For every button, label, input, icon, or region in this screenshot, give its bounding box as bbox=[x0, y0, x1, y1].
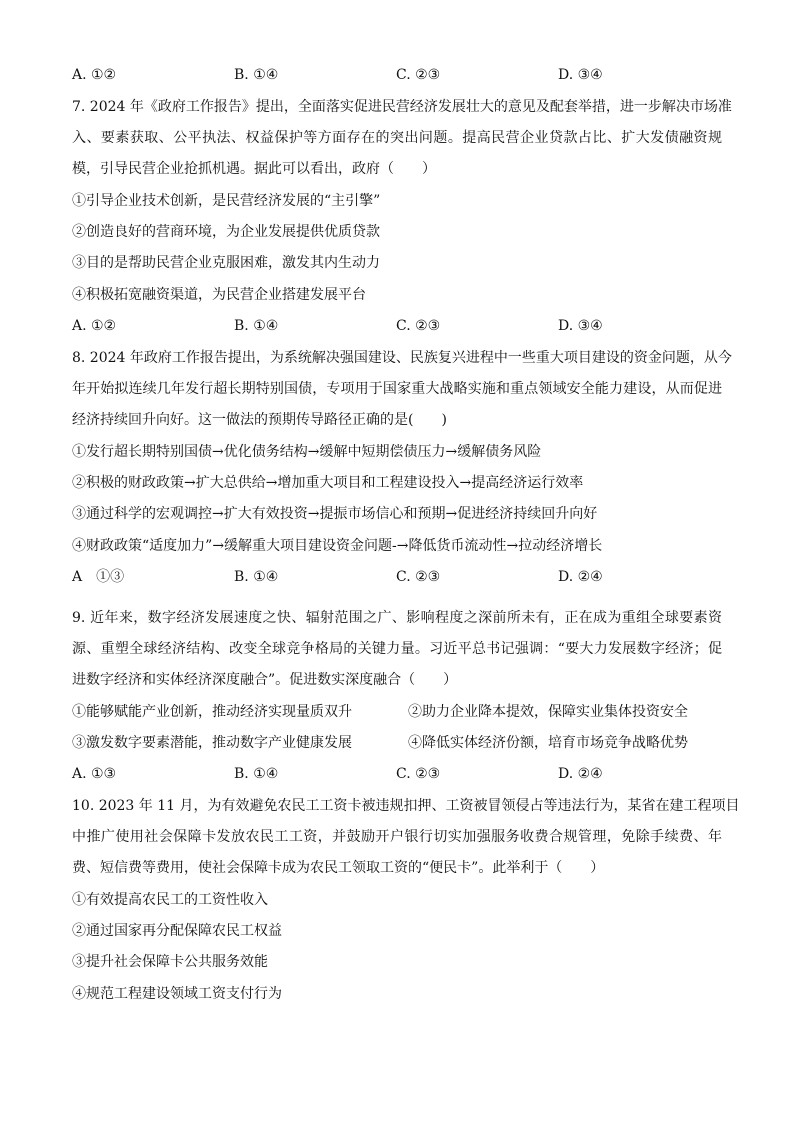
q9-item-2: ②助力企业降本提效，保障实业集体投资安全 bbox=[408, 704, 688, 720]
q9-stem-line-2: 源、重塑全球经济结构、改变全球竞争格局的关键力量。习近平总书记强调：“要大力发展数字经济；促 bbox=[72, 641, 722, 657]
q8-stem-line-2: 年开始拟连续几年发行超长期特别国债，专项用于国家重大战略实施和重点领域安全能力建设，从而促进 bbox=[72, 381, 722, 397]
q9-item-3: ③激发数字要素潜能，推动数字产业健康发展 bbox=[72, 735, 352, 751]
q9-stem-line-3: 进数字经济和实体经济深度融合”。促进数实深度融合（ ） bbox=[72, 672, 458, 688]
q7-item-4: ④积极拓宽融资渠道，为民营企业搭建发展平台 bbox=[72, 287, 366, 303]
q9-item-4: ④降低实体经济份额，培育市场竞争战略优势 bbox=[408, 735, 688, 751]
q9-option-a: A. ①③ bbox=[72, 766, 117, 782]
q9-items-row-2 bbox=[72, 732, 722, 754]
q8-option-b: B. ①④ bbox=[234, 569, 279, 585]
q7-item-3: ③目的是帮助民营企业克服困难，激发其内生动力 bbox=[72, 255, 380, 271]
q7-options bbox=[72, 315, 722, 337]
q6-option-c: C. ②③ bbox=[396, 67, 441, 83]
q6-options bbox=[72, 64, 722, 86]
q6-option-a: A. ①② bbox=[72, 67, 117, 83]
q9-stem-line-1: 9. 近年来，数字经济发展速度之快、辐射范围之广、影响程度之深前所未有，正在成为重组全球要素资 bbox=[72, 610, 722, 626]
q7-stem-line-1: 7. 2024 年《政府工作报告》提出，全面落实促进民营经济发展壮大的意见及配套举措，进一步解决市场准 bbox=[72, 99, 732, 115]
q8-option-c: C. ②③ bbox=[396, 569, 441, 585]
q7-option-b: B. ①④ bbox=[234, 318, 279, 334]
q10-item-1: ①有效提高农民工的工资性收入 bbox=[72, 892, 268, 908]
q8-option-a: A ①③ bbox=[72, 569, 125, 585]
q10-stem-line-1: 10. 2023 年 11 月，为有效避免农民工工资卡被违规扣押、工资被冒领侵占等违法行为，某省在建工程项目 bbox=[72, 798, 740, 814]
q8-item-4: ④财政政策“适度加力”→缓解重大项目建设资金问题-→降低货币流动性→拉动经济增长 bbox=[72, 538, 603, 554]
q9-option-c: C. ②③ bbox=[396, 766, 441, 782]
q7-item-2: ②创造良好的营商环境，为企业发展提供优质贷款 bbox=[72, 224, 380, 240]
q6-option-d: D. ③④ bbox=[558, 67, 603, 83]
q10-item-3: ③提升社会保障卡公共服务效能 bbox=[72, 954, 268, 970]
q7-stem-line-3: 模，引导民营企业抢抓机遇。据此可以看出，政府（ ） bbox=[72, 161, 436, 177]
q10-stem-line-2: 中推广使用社会保障卡发放农民工工资，并鼓励开户银行切实加强服务收费合规管理，免除手续费、年 bbox=[72, 829, 722, 845]
q8-item-3: ③通过科学的宏观调控→扩大有效投资→提振市场信心和预期→促进经济持续回升向好 bbox=[72, 506, 598, 522]
q10-item-2: ②通过国家再分配保障农民工权益 bbox=[72, 923, 282, 939]
q8-item-1: ①发行超长期特别国债→优化债务结构→缓解中短期偿债压力→缓解债务风险 bbox=[72, 444, 542, 460]
q8-option-d: D. ②④ bbox=[558, 569, 603, 585]
q7-item-1: ①引导企业技术创新，是民营经济发展的“主引擎” bbox=[72, 193, 381, 209]
q10-stem-line-3: 费、短信费等费用，使社会保障卡成为农民工领取工资的“便民卡”。此举利于（ ） bbox=[72, 860, 605, 876]
q10-item-4: ④规范工程建设领域工资支付行为 bbox=[72, 986, 282, 1002]
q9-items-row-1 bbox=[72, 701, 722, 723]
q8-options bbox=[72, 566, 722, 588]
q8-stem-line-3: 经济持续回升向好。这一做法的预期传导路径正确的是( ) bbox=[72, 412, 447, 428]
q9-option-d: D. ②④ bbox=[558, 766, 603, 782]
q7-option-a: A. ①② bbox=[72, 318, 117, 334]
q7-stem-line-2: 入、要素获取、公平执法、权益保护等方面存在的突出问题。提高民营企业贷款占比、扩大发债融资规 bbox=[72, 130, 722, 146]
q7-option-d: D. ③④ bbox=[558, 318, 603, 334]
q8-item-2: ②积极的财政政策→扩大总供给→增加重大项目和工程建设投入→提高经济运行效率 bbox=[72, 475, 584, 491]
q8-stem-line-1: 8. 2024 年政府工作报告提出，为系统解决强国建设、民族复兴进程中一些重大项目建设的资金问题，从今 bbox=[72, 350, 732, 366]
q7-option-c: C. ②③ bbox=[396, 318, 441, 334]
q9-option-b: B. ①④ bbox=[234, 766, 279, 782]
q9-options bbox=[72, 763, 722, 785]
q6-option-b: B. ①④ bbox=[234, 67, 279, 83]
q9-item-1: ①能够赋能产业创新，推动经济实现量质双升 bbox=[72, 704, 352, 720]
